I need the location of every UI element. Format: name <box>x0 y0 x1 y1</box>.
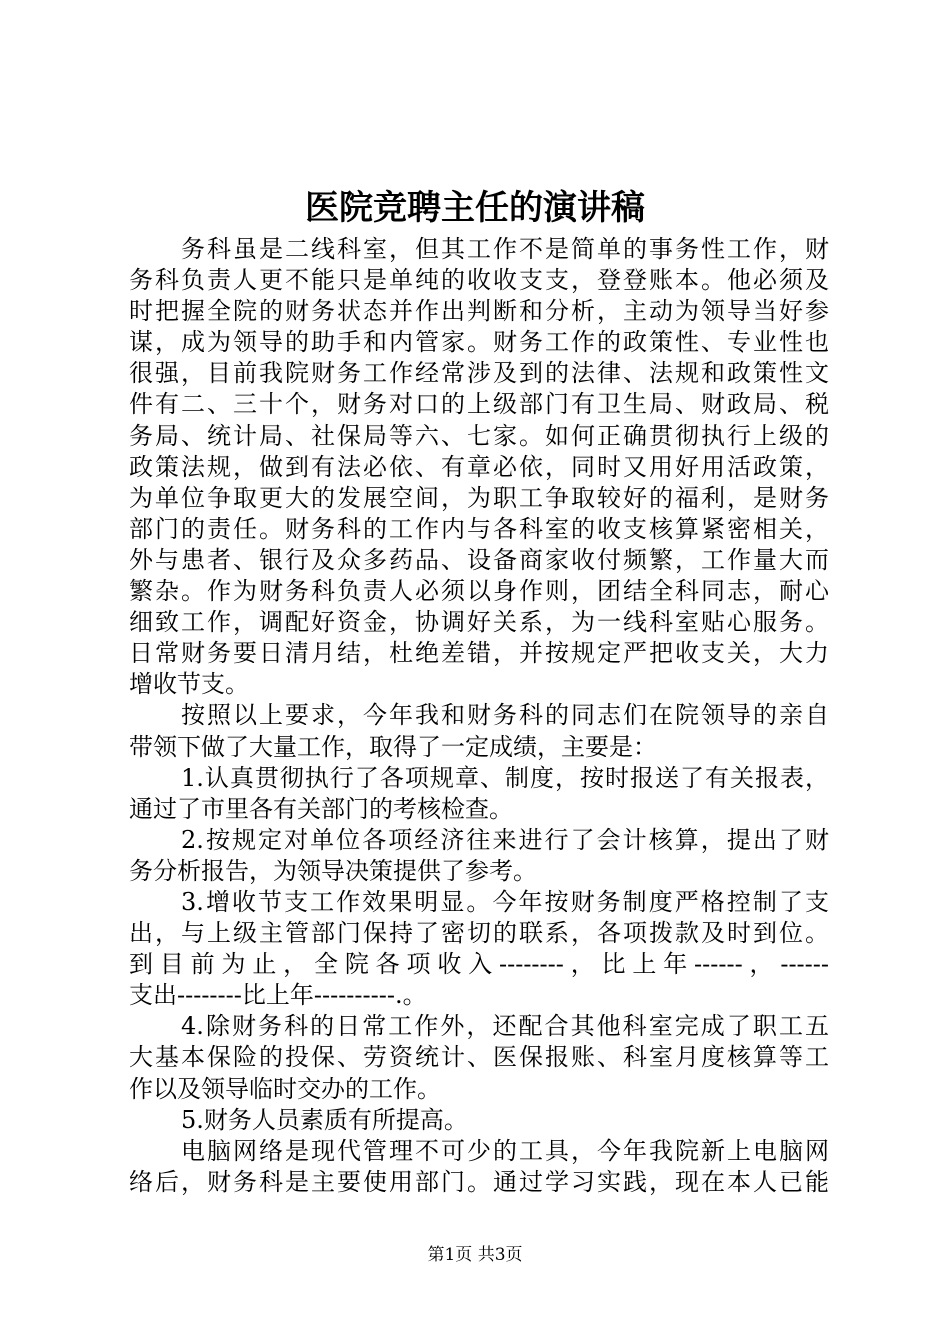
page-footer: 第1页 共3页 <box>427 1245 523 1265</box>
text-line: 务科虽是二线科室，但其工作不是简单的事务性工作，财 <box>181 235 829 263</box>
text-line: 繁杂。作为财务科负责人必须以身作则，团结全科同志，耐心 <box>129 577 829 606</box>
text-line: 很强，目前我院财务工作经常涉及到的法律、法规和政策性文 <box>129 359 829 388</box>
text-line: 外与患者、银行及众多药品、设备商家收付频繁，工作量大而 <box>129 545 829 574</box>
text-line: 电脑网络是现代管理不可少的工具，今年我院新上电脑网 <box>181 1136 829 1165</box>
text-line: 增收节支。 <box>129 670 249 699</box>
text-line: 务局、统计局、社保局等六、七家。如何正确贯彻执行上级的 <box>129 421 829 450</box>
text-line: 按照以上要求，今年我和财务科的同志们在院领导的亲自 <box>181 701 829 730</box>
text-line: 出，与上级主管部门保持了密切的联系，各项拨款及时到位。 <box>129 919 829 948</box>
text-line: 5.财务人员素质有所提高。 <box>181 1105 468 1134</box>
text-line: 到目前为止，全院各项收入--------，比上年------，------ <box>129 950 829 979</box>
document-body <box>129 234 829 1198</box>
text-line: 大基本保险的投保、劳资统计、医保报账、科室月度核算等工 <box>129 1043 829 1072</box>
text-line: 通过了市里各有关部门的考核检查。 <box>129 794 513 823</box>
text-line: 带领下做了大量工作，取得了一定成绩，主要是： <box>129 732 657 761</box>
text-line: 时把握全院的财务状态并作出判断和分析，主动为领导当好参 <box>129 297 829 326</box>
text-line: 络后，财务科是主要使用部门。通过学习实践，现在本人已能 <box>129 1167 829 1196</box>
text-line: 支出--------比上年----------.。 <box>129 981 427 1010</box>
page-title: 医院竞聘主任的演讲稿 <box>305 188 645 228</box>
text-line: 部门的责任。财务科的工作内与各科室的收支核算紧密相关， <box>129 514 829 543</box>
text-line: 作以及领导临时交办的工作。 <box>129 1074 441 1103</box>
text-line: 日常财务要日清月结，杜绝差错，并按规定严把收支关，大力 <box>129 639 829 668</box>
text-line: 为单位争取更大的发展空间，为职工争取较好的福利，是财务 <box>129 483 829 512</box>
text-line: 2.按规定对单位各项经济往来进行了会计核算，提出了财 <box>181 825 829 854</box>
text-line: 务科负责人更不能只是单纯的收收支支，登登账本。他必须及 <box>129 266 829 295</box>
text-line: 细致工作，调配好资金，协调好关系，为一线科室贴心服务。 <box>129 608 829 637</box>
text-line: 政策法规，做到有法必依、有章必依，同时又用好用活政策， <box>129 452 829 481</box>
text-line: 4.除财务科的日常工作外，还配合其他科室完成了职工五 <box>181 1012 829 1041</box>
text-line: 1.认真贯彻执行了各项规章、制度，按时报送了有关报表， <box>181 763 829 792</box>
text-line: 谋，成为领导的助手和内管家。财务工作的政策性、专业性也 <box>129 328 829 357</box>
text-line: 务分析报告，为领导决策提供了参考。 <box>129 856 537 885</box>
text-line: 件有二、三十个，财务对口的上级部门有卫生局、财政局、税 <box>129 390 829 419</box>
text-line: 3.增收节支工作效果明显。今年按财务制度严格控制了支 <box>181 887 829 916</box>
